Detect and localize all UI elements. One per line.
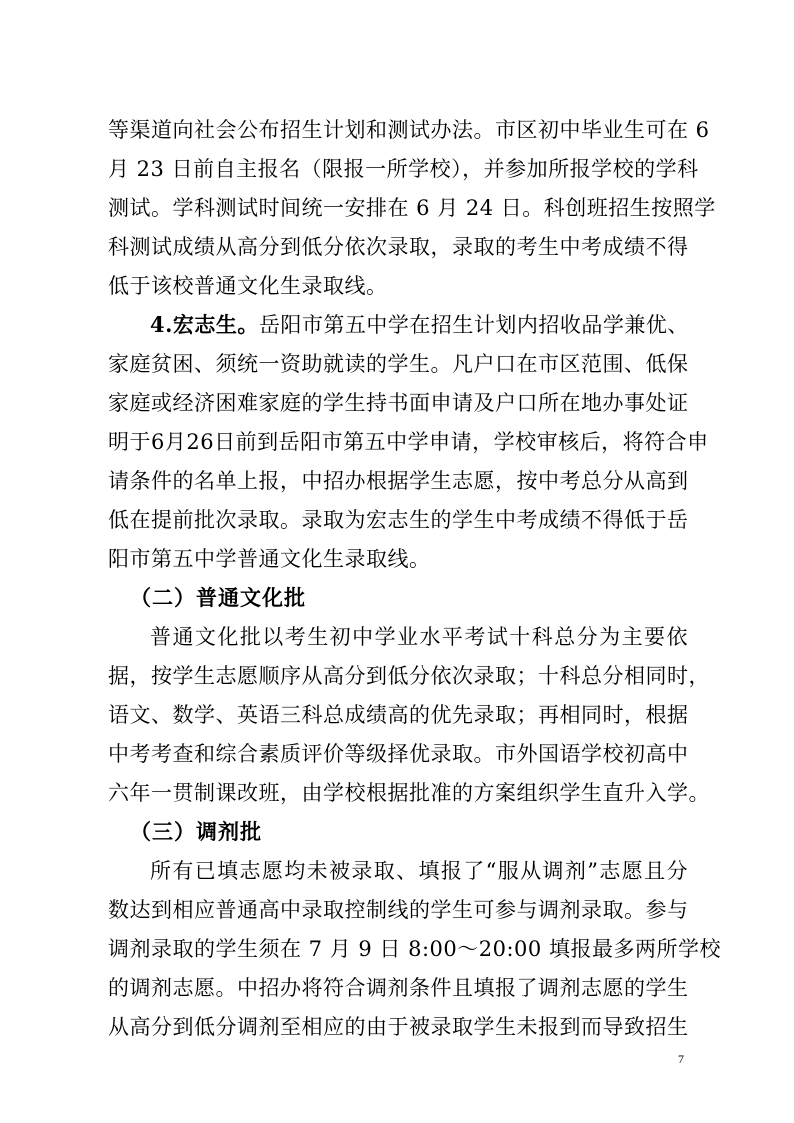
section-heading: （二）普通文化批 (130, 585, 306, 610)
body-text-line: 所有已填志愿均未被录取、填报了“服从调剂”志愿且分 (150, 859, 688, 883)
page-number: 7 (678, 1052, 684, 1066)
body-text-line: 测试。学科测试时间统一安排在 6 月 24 日。科创班招生按照学 (108, 196, 716, 220)
body-text-line: 请条件的名单上报，中招办根据学生志愿，按中考总分从高到 (108, 469, 689, 493)
body-text-line: 家庭贫困、须统一资助就读的学生。凡户口在市区范围、低保 (108, 352, 689, 376)
body-text-line: 月 23 日前自主报名（限报一所学校），并参加所报学校的学科 (108, 157, 699, 181)
body-text-line: 六年一贯制课改班，由学校根据批准的方案组织学生直升入学。 (108, 781, 710, 805)
body-text-line: 从高分到低分调剂至相应的由于被录取学生未报到而导致招生 (108, 1015, 689, 1039)
body-text-line: 数达到相应普通高中录取控制线的学生可参与调剂录取。参与 (108, 898, 689, 922)
body-text-line: 等渠道向社会公布招生计划和测试办法。市区初中毕业生可在 6 (108, 118, 710, 142)
body-text-line: 据，按学生志愿顺序从高分到低分依次录取；十科总分相同时， (108, 664, 710, 688)
body-text-line: 调剂录取的学生须在 7 月 9 日 8:00～20:00 填报最多两所学校 (108, 937, 721, 961)
body-text-line: 阳市第五中学普通文化生录取线。 (108, 547, 431, 571)
body-text-line: 中考考查和综合素质评价等级择优录取。市外国语学校初高中 (108, 742, 689, 766)
body-text-line: 家庭或经济困难家庭的学生持书面申请及户口所在地办事处证 (108, 391, 689, 415)
body-text-line: 明于6月26日前到岳阳市第五中学申请，学校审核后，将符合申 (108, 430, 709, 454)
body-text-line: 普通文化批以考生初中学业水平考试十科总分为主要依 (150, 625, 688, 649)
hongzhi-title: 4.宏志生。 (150, 312, 259, 337)
body-text-line: 语文、数学、英语三科总成绩高的优先录取；再相同时，根据 (108, 703, 689, 727)
body-text-line: 科测试成绩从高分到低分依次录取，录取的考生中考成绩不得 (108, 235, 689, 259)
body-text-line: 低在提前批次录取。录取为宏志生的学生中考成绩不得低于岳 (108, 508, 689, 532)
body-text-line: 的调剂志愿。中招办将符合调剂条件且填报了调剂志愿的学生 (108, 976, 689, 1000)
hongzhi-first-line (150, 305, 688, 345)
hongzhi-first-line-text: 岳阳市第五中学在招生计划内招收品学兼优、 (258, 313, 689, 337)
section-heading: （三）调剂批 (130, 819, 262, 844)
body-text-line: 低于该校普通文化生录取线。 (108, 274, 388, 298)
